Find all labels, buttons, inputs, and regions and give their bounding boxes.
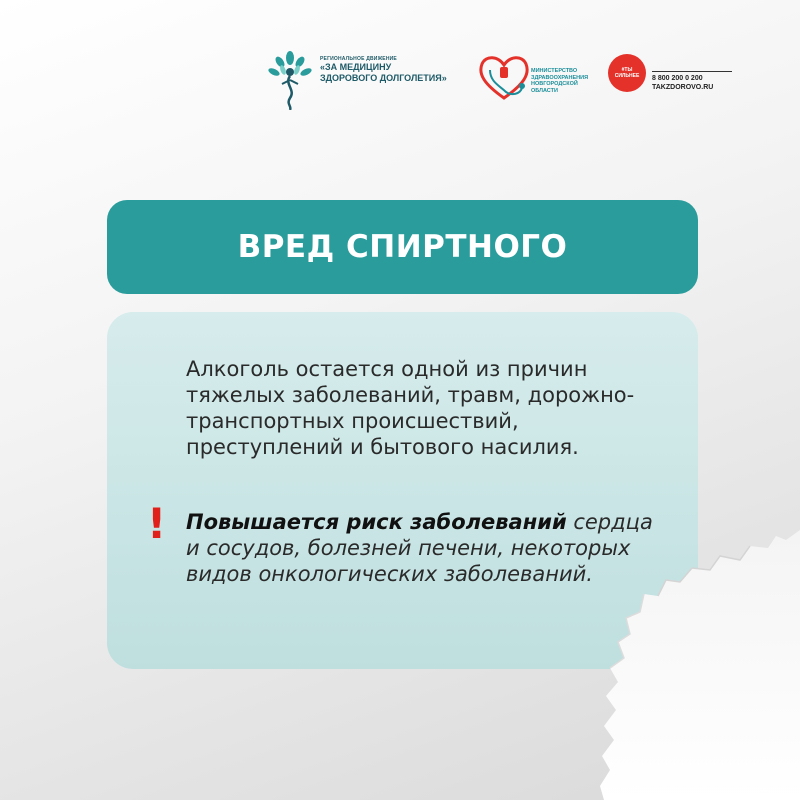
takzdorovo-logo (608, 54, 738, 104)
title-banner (107, 200, 698, 294)
ministry-line3: НОВГОРОДСКОЙ (531, 81, 578, 87)
partner-logos (266, 50, 736, 112)
tree-of-life-icon (266, 50, 314, 110)
intro-paragraph: Алкоголь остается одной из причин тяжелых заболеваний, травм, дорожно-транспортных происшествий, преступлений и бытового насилия. (186, 357, 635, 459)
ministry-logo (476, 52, 596, 108)
exclamation-icon: ! (147, 499, 167, 548)
ministry-line1: МИНИСТЕРСТВО (531, 68, 578, 74)
logo-divider (652, 71, 732, 72)
movement-logo (266, 50, 471, 112)
movement-name-line2: ЗДОРОВОГО ДОЛГОЛЕТИЯ» (320, 73, 447, 83)
risk-paragraph (186, 509, 656, 587)
movement-caption: РЕГИОНАЛЬНОЕ ДВИЖЕНИЕ (320, 56, 397, 62)
badge-line2: СИЛЬНЕЕ (614, 73, 640, 79)
heart-stethoscope-icon (476, 52, 532, 102)
movement-name-line1: «ЗА МЕДИЦИНУ (320, 62, 392, 72)
risk-details: сердца и сосудов, болезней печени, некоторых видов онкологических заболеваний. (186, 510, 653, 586)
badge-line1: #ТЫ (621, 67, 633, 73)
website-label: TAKZDOROVO.RU (652, 84, 714, 91)
ministry-line4: ОБЛАСТИ (531, 87, 558, 94)
ministry-line2: ЗДРАВООХРАНЕНИЯ (531, 74, 589, 81)
risk-heading: Повышается риск заболеваний (186, 510, 567, 534)
torn-paper-decoration (600, 530, 800, 800)
tysilnee-badge (608, 54, 646, 92)
page-title: ВРЕД СПИРТНОГО (237, 229, 568, 265)
hotline-phone: 8 800 200 0 200 (652, 75, 703, 82)
